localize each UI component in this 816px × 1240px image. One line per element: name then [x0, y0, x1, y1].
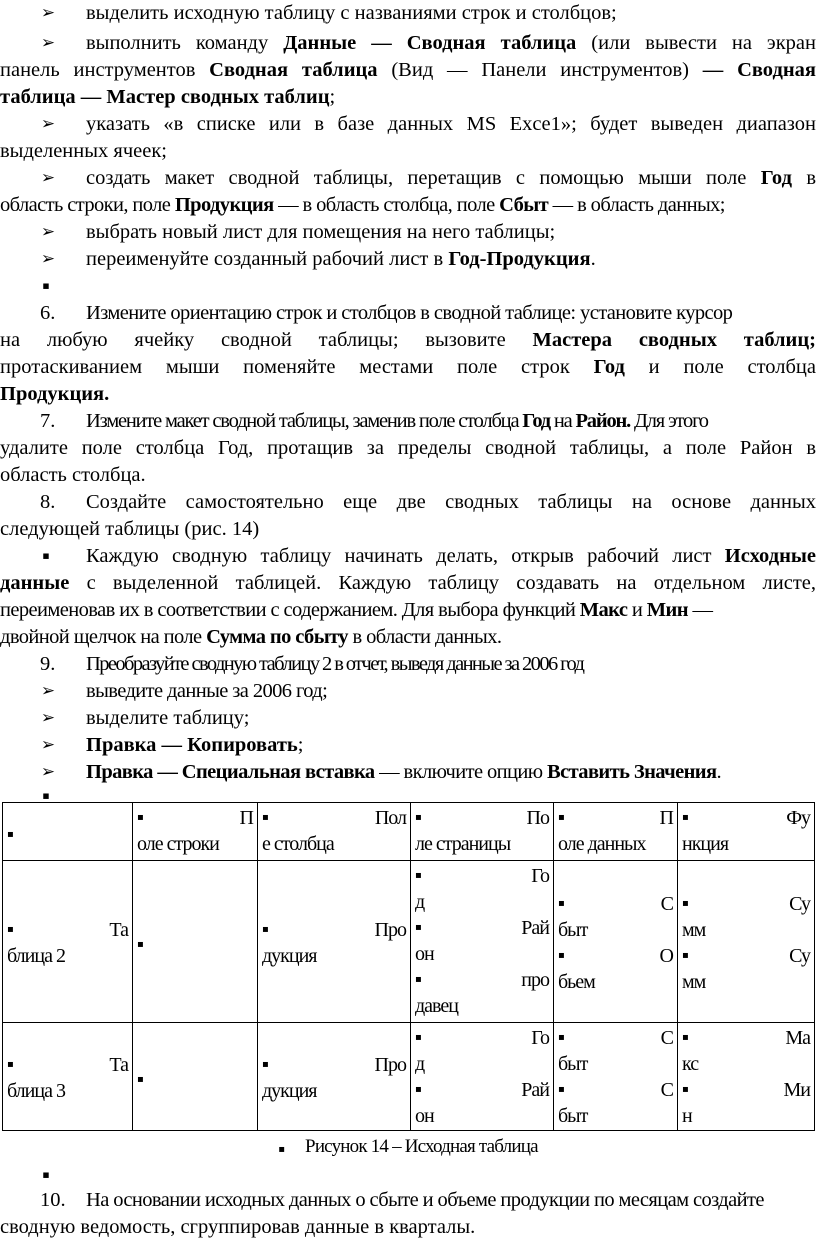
square-bullet-icon: ▪: [278, 1144, 286, 1155]
square-bullet-icon: ▪: [7, 828, 14, 840]
arrow-bullet-icon: ➢: [40, 249, 56, 269]
table-cell: ▪ С быт ▪ О бьем: [554, 861, 678, 1023]
text-line: переименовав их в соответствии с содержанием. Для выбора функций Макс и Мин —: [0, 599, 713, 621]
square-bullet-icon: ▪: [42, 789, 50, 802]
text-line: Продукция.: [0, 383, 110, 405]
table-cell: ▪ Та блица 3: [3, 1023, 133, 1131]
figure-caption: ▪ Рисунок 14 – Исходная таблица: [278, 1136, 538, 1157]
arrow-bullet-icon: ➢: [40, 168, 56, 188]
arrow-bullet-icon: ➢: [40, 3, 56, 23]
table-row: [3, 1023, 815, 1131]
table-cell: ▪: [133, 861, 258, 1023]
square-bullet-icon: ▪: [42, 1168, 50, 1181]
text-line: выделенных ячеек;: [0, 140, 167, 162]
table-cell: [3, 803, 133, 861]
text-line: панель инструментов Сводная таблица (Вид — Панели инструментов) — Сводная: [0, 59, 816, 81]
source-table: [2, 802, 815, 1131]
table-cell: ▪ Ма кс ▪ Ми н: [678, 1023, 815, 1131]
table-header-cell: ▪ П оле данных: [554, 803, 678, 861]
arrow-bullet-icon: ➢: [40, 735, 56, 755]
text-line: область строки, поле Продукция — в область столбца, поле Сбыт — в область данных;: [0, 194, 725, 216]
text-line: данные с выделенной таблицей. Каждую таблицу создавать на отдельном листе,: [0, 572, 816, 594]
text-line: область столбца.: [0, 464, 146, 486]
table-cell: ▪ Та блица 2: [3, 861, 133, 1023]
text-line: сводную ведомость, сгруппировав данные в кварталы.: [0, 1216, 476, 1238]
text-line: таблица — Мастер сводных таблиц;: [0, 86, 336, 108]
arrow-bullet-icon: ➢: [40, 114, 56, 134]
table-header-cell: ▪ Пол е столбца: [258, 803, 411, 861]
text-line: удалите поле столбца Год, протащив за пределы сводной таблицы, а поле Район в: [0, 437, 816, 459]
table-cell: ▪ Го д ▪ Рай он: [411, 1023, 554, 1131]
table-cell: ▪: [133, 1023, 258, 1131]
arrow-bullet-icon: ➢: [40, 222, 56, 242]
arrow-bullet-icon: ➢: [40, 33, 56, 53]
arrow-bullet-icon: ➢: [40, 708, 56, 728]
table-cell: ▪ Го д ▪ Рай он ▪ про давец: [411, 861, 554, 1023]
square-bullet-icon: ▪: [42, 279, 50, 292]
text-line: следующей таблицы (рис. 14): [0, 518, 260, 540]
arrow-bullet-icon: ➢: [40, 681, 56, 701]
text-line: на любую ячейку сводной таблицы; вызовите Мастера сводных таблиц;: [0, 329, 816, 351]
square-bullet-icon: ▪: [42, 549, 50, 562]
table-cell: ▪ Про дукция: [258, 861, 411, 1023]
table-header-cell: ▪ Фу нкция: [678, 803, 815, 861]
table-row: [3, 803, 815, 861]
table-cell: ▪ С быт ▪ С быт: [554, 1023, 678, 1131]
table-header-cell: ▪ П оле строки: [133, 803, 258, 861]
text-line: протаскиванием мыши поменяйте местами поле строк Год и поле столбца: [0, 356, 816, 378]
arrow-bullet-icon: ➢: [40, 762, 56, 782]
text-line: двойной щелчок на поле Сумма по сбыту в области данных.: [0, 626, 502, 648]
table-cell: ▪ Про дукция: [258, 1023, 411, 1131]
table-header-cell: ▪ По ле страницы: [411, 803, 554, 861]
table-cell: ▪ Су мм ▪ Су мм: [678, 861, 815, 1023]
table-row: [3, 861, 815, 1023]
